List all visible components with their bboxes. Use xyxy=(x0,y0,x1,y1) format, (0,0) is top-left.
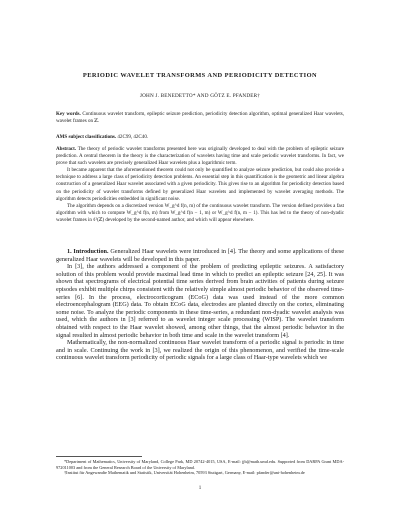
abstract-p1: The theory of periodic wavelet transforms presented here was originally developed to deal with the problem of epileptic seizure prediction. A central theorem in the theory is the characterization of wavelets having time and scale periodic wavelet transforms. In fact, we prove that such wavelets are precisely generalized Haar wavelets plus a logarithmic term. xyxy=(56,146,344,167)
introduction-p3: Mathematically, the non-normalized continuous Haar wavelet transform of a periodic signal is periodic in time and in scale. Continuing the work in [3], we realized the origin of this phenomenon, and verified the time-scale continuous wavelet transform periodicity of periodic signals for a large class of Haar-type wavelets which we xyxy=(56,339,344,362)
footnote-1: *Department of Mathematics, University of Maryland, College Park, MD 20742-4015, USA, E-mail: jjb@math.umd.edu. Supported from DARPA Grant MDA-972011003 and from the General Research Board of the University of Maryland. xyxy=(56,459,344,470)
footnotes xyxy=(56,459,344,476)
keywords-text: Continuous wavelet transform, epileptic seizure prediction, periodicity detection algorithm, optimal generalized Haar wavelets, wavelet frames on ℤ. xyxy=(56,111,344,125)
introduction-section xyxy=(56,248,344,362)
ams-label: AMS subject classifications. xyxy=(56,134,117,140)
introduction-heading: 1. Introduction. xyxy=(67,248,109,255)
introduction-p2: In [3], the authors addressed a component of the problem of predicting epileptic seizures. A satisfactory solution of this problem would provide maximal lead time in which to predict an epileptic seizure [24, 25]. It was shown that spectrograms of electrical potential time series derived from brain activities of patients during seizure episodes exhibit multiple chirps consistent with the relatively simple almost periodic behavior of the observed time-series [6]. In the process, electrocorticogram (ECoG) data was used instead of the more common electroencephalogram (EEG) data. To obtain ECoG data, electrodes are planted directly on the cortex, eliminating some noise. To analyze the periodic components in these time-series, a redundant non-dyadic wavelet analysis was used, which the authors in [3] referred to as wavelet integer scale processing (WISP). The wavelet transform obtained with respect to the Haar wavelet showed, among other things, that the almost periodic behavior in the signal resulted in almost periodic behavior in both time and scale in the wavelet transform [4]. xyxy=(56,263,344,339)
ams-text: 42C99, 42C40. xyxy=(117,134,149,140)
introduction-p1: Generalized Haar wavelets were introduced in [4]. The theory and some applications of these generalized Haar wavelets will be developed in this paper. xyxy=(56,248,345,263)
keywords-label: Key words. xyxy=(56,111,81,117)
footnote-2: †Institut für Angewandte Mathematik und Statistik, Universität Hohenheim, 70593 Stuttgart, Germany, E-mail: pfander@uni-hohenheim.de xyxy=(64,470,305,476)
abstract-block xyxy=(56,146,344,224)
abstract-p2: It became apparent that the aforementioned theorem could not only be quantified to analyze seizure prediction, but could also provide a technique to address a large class of periodicity detection problems. An essential step in this quantification is the geometric and linear algebra construction of a generalized Haar wavelet associated with a given periodicity. This gives rise to an algorithm for periodicity detection based on the periodicity of wavelet transforms defined by generalized Haar wavelets and implemented by wavelet averaging methods. The algorithm detects periodicities embedded in significant noise. xyxy=(56,167,344,202)
footnote-rule xyxy=(56,456,142,457)
ams-block xyxy=(56,134,344,141)
abstract-label: Abstract. xyxy=(56,146,77,152)
keywords-block xyxy=(56,111,344,125)
page-number: 1 xyxy=(198,486,202,491)
abstract-p3: The algorithm depends on a discretized version W_g^d f(n, m) of the continuous wavelet transform. The version defined provides a fast algorithm with which to compute W_g^d f(n, m) from W_g^d f(n − 1, m) or W_g^d f(n, m − 1). This has led to the theory of non-dyadic wavelet frames in ℓ²(ℤ) developed by the second-named author, and which will appear elsewhere. xyxy=(56,202,344,223)
paper-title: PERIODIC WAVELET TRANSFORMS AND PERIODICITY DETECTION xyxy=(82,72,318,79)
paper-authors: JOHN J. BENEDETTO* AND GÖTZ E. PFANDER† xyxy=(139,93,261,99)
